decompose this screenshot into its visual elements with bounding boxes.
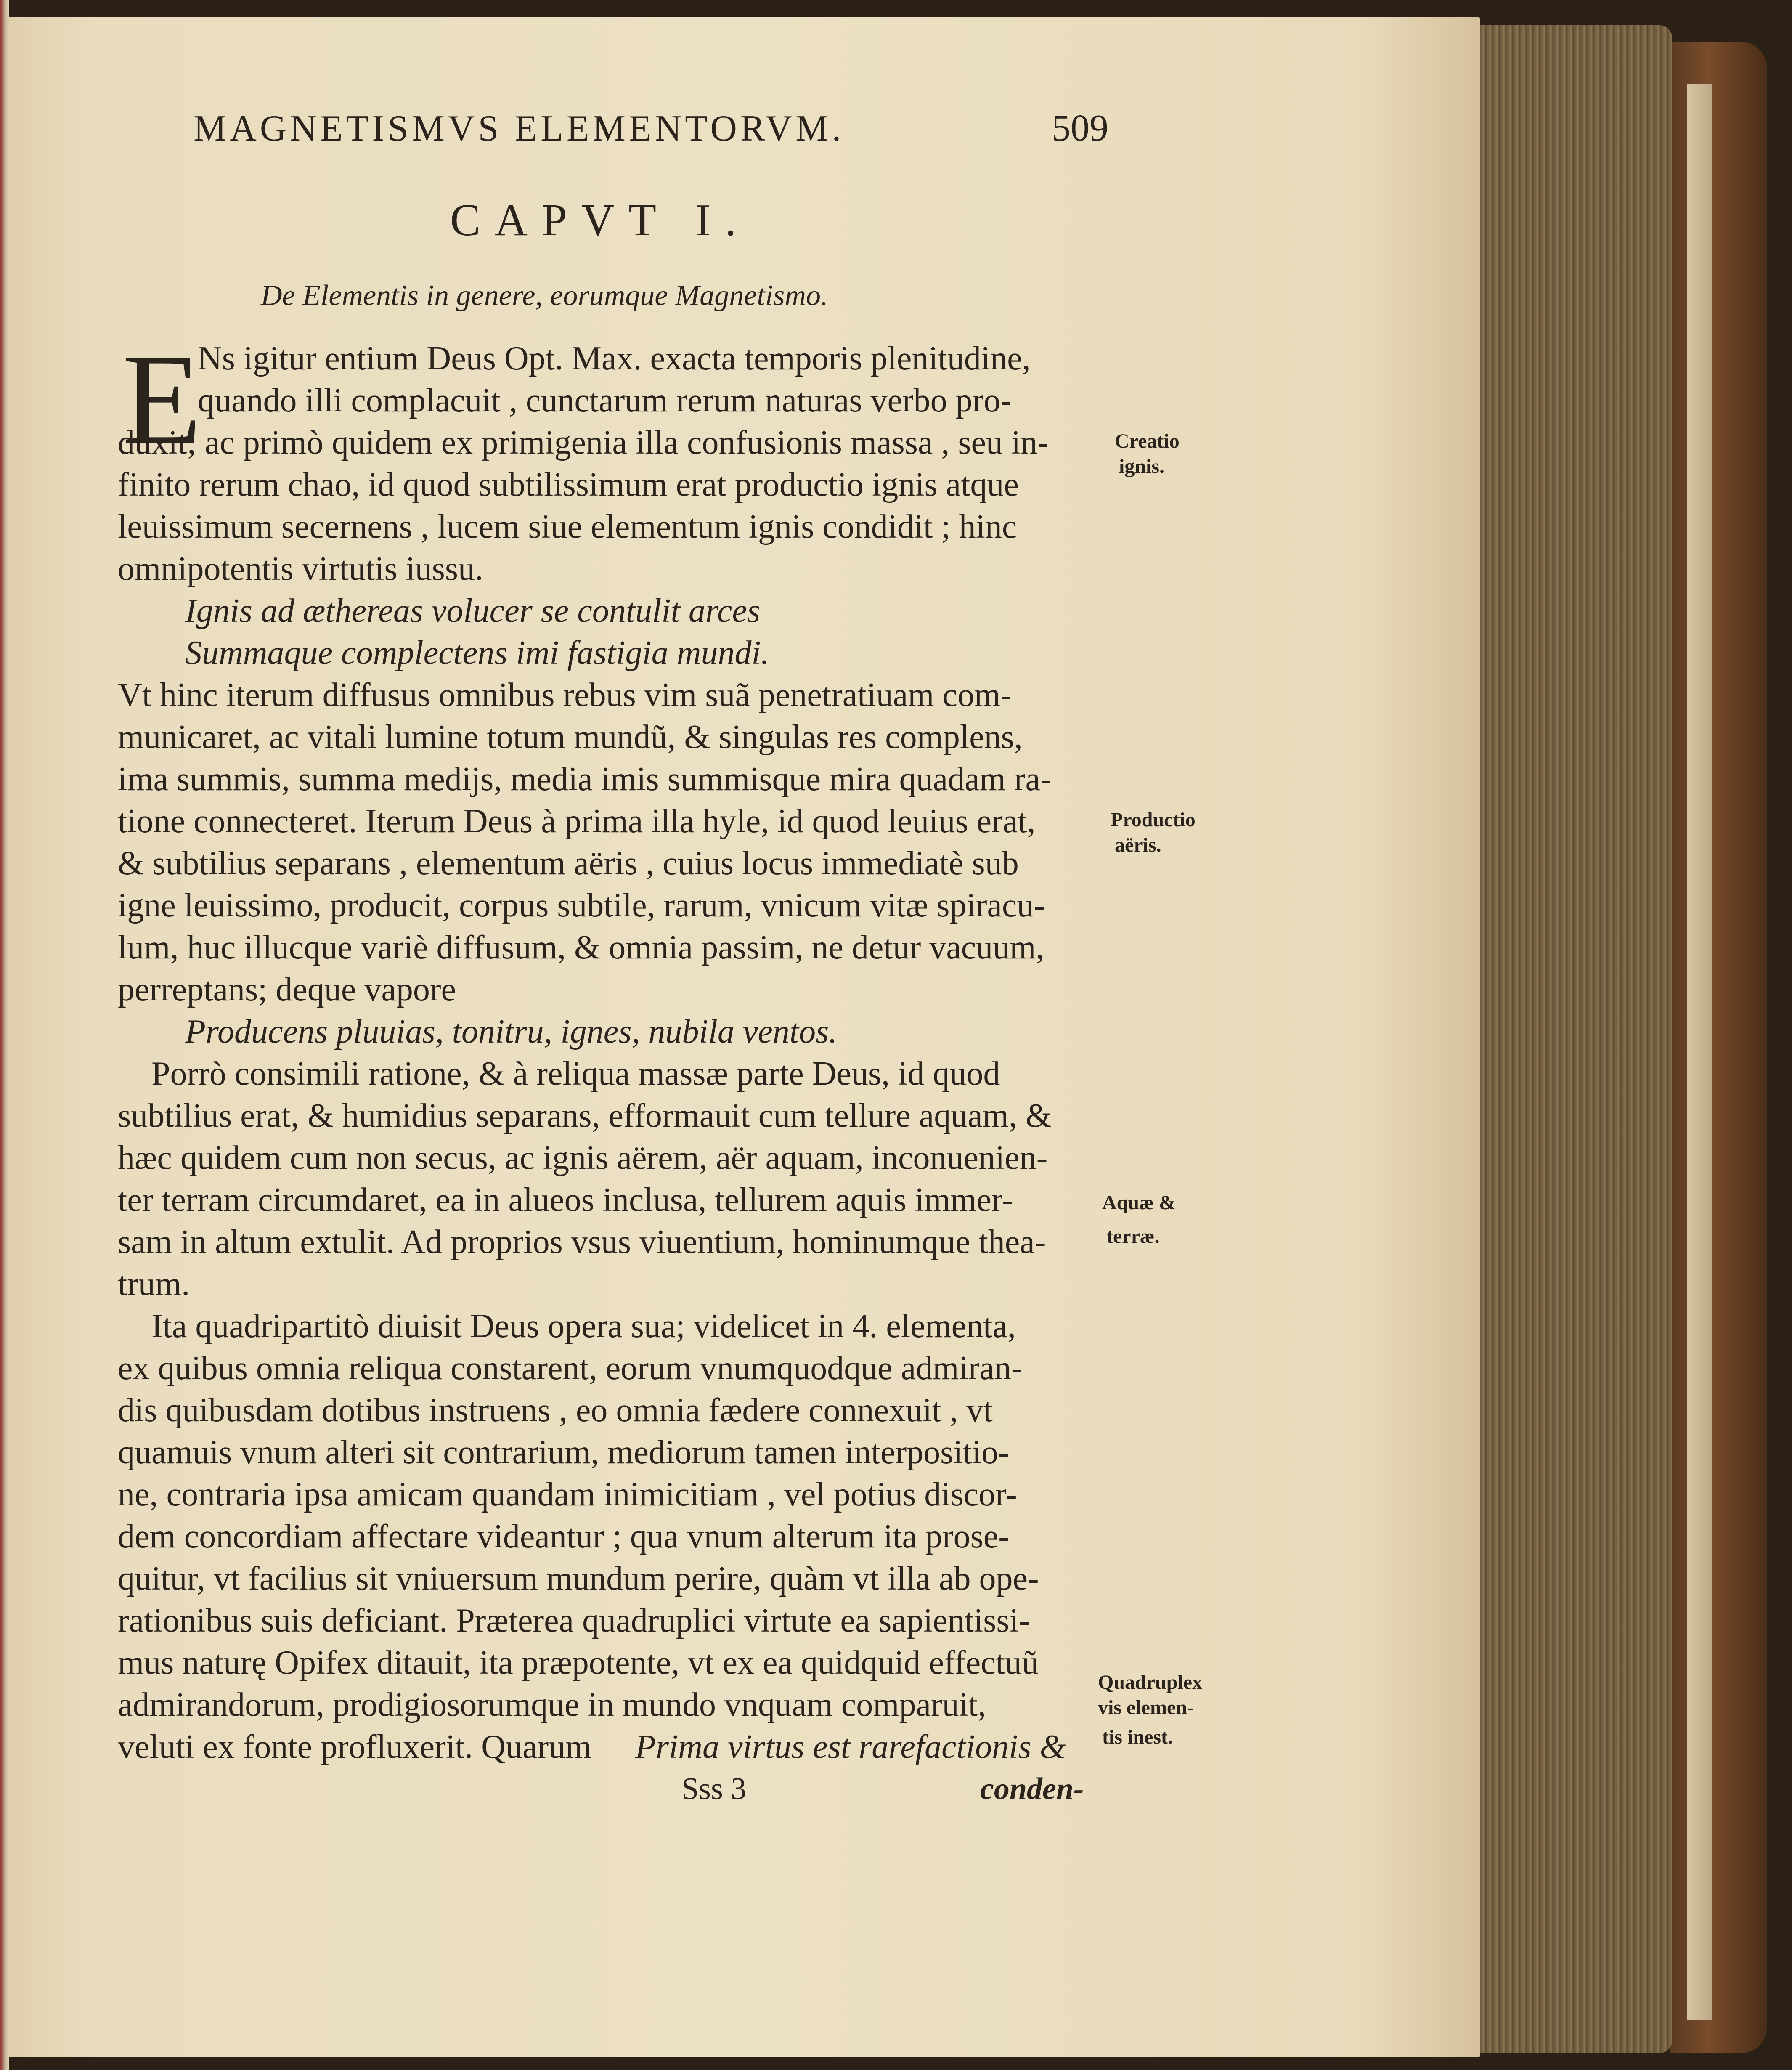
text-line: Vt hinc iterum diffusus omnibus rebus vim suã penetratiuam com- [118,677,1012,714]
text-line: rationibus suis deficiant. Præterea quadruplici virtute ea sapientissi- [118,1602,1030,1639]
text-line: quamuis vnum alteri sit contrarium, mediorum tamen interpositio- [118,1434,1010,1471]
margin-note: Quadruplex [1098,1671,1203,1693]
text-line: perreptans; deque vapore [118,971,456,1008]
text-line: Ita quadripartitò diuisit Deus opera sua; videlicet in 4. elementa, [151,1308,1016,1345]
text-line: ima summis, summa medijs, media imis summisque mira quadam ra- [118,761,1052,798]
drop-cap: E [122,327,202,472]
text-line: veluti ex fonte profluxerit. Quarum [118,1728,592,1765]
margin-note: Aquæ & [1102,1192,1176,1214]
text-line: Porrò consimili ratione, & à reliqua massæ parte Deus, id quod [151,1055,1000,1092]
text-line: ex quibus omnia reliqua constarent, eorum vnumquodque admiran- [118,1350,1023,1387]
text-line: duxit; ac primò quidem ex primigenia illa confusionis massa , seu in- [118,424,1049,461]
text-line: tione connecteret. Iterum Deus à prima illa hyle, id quod leuius erat, [118,803,1036,840]
running-head: MAGNETISMVS ELEMENTORVM. [194,108,845,149]
catchword: conden- [980,1772,1084,1806]
signature-mark: Sss 3 [681,1772,747,1806]
text-line: dem concordiam affectare videantur ; qua vnum alterum ita prose- [118,1518,1010,1555]
text-line: lum, huc illucque variè diffusum, & omnia passim, ne detur vacuum, [118,929,1044,966]
text-line: hæc quidem cum non secus, ac ignis aërem, aër aquam, inconuenien- [118,1139,1048,1176]
text-line: mus naturę Opifex ditauit, ita præpotente, vt ex ea quidquid effectuũ [118,1644,1039,1681]
margin-note: Creatio [1115,430,1180,452]
chapter-title: CAPVT I. [450,195,751,245]
text-line: ne, contraria ipsa amicam quandam inimicitiam , vel potius discor- [118,1476,1017,1513]
margin-note: tis inest. [1102,1726,1173,1748]
text-line: municaret, ac vitali lumine totum mundũ, & singulas res complens, [118,719,1023,756]
margin-note: aëris. [1115,834,1161,856]
page-fore-edge [1474,25,1672,2053]
text-line: ter terram circumdaret, ea in alueos inclusa, tellurem aquis immer- [118,1181,1013,1218]
text-line: dis quibusdam dotibus instruens , eo omnia fædere connexuit , vt [118,1392,993,1429]
margin-note: terræ. [1106,1225,1160,1247]
cover-inner-edge [1687,84,1712,2020]
text-line: quitur, vt facilius sit vniuersum mundum perire, quàm vt illa ab ope- [118,1560,1039,1597]
text-line: subtilius erat, & humidius separans, efformauit cum tellure aquam, & [118,1097,1052,1134]
page-number: 509 [1052,107,1108,149]
text-line: sam in altum extulit. Ad proprios vsus viuentium, hominumque thea- [118,1223,1046,1261]
verse-line: Summaque complectens imi fastigia mundi. [185,634,769,671]
margin-note: vis elemen- [1098,1696,1194,1719]
text-line: leuissimum secernens , lucem siue elementum ignis condidit ; hinc [118,508,1017,545]
verse-line: Producens pluuias, tonitru, ignes, nubila ventos. [185,1013,838,1050]
text-line: & subtilius separans , elementum aëris , cuius locus immediatè sub [118,845,1019,882]
text-line: omnipotentis virtutis iussu. [118,550,483,587]
text-line: Ns igitur entium Deus Opt. Max. exacta temporis plenitudine, [198,340,1031,377]
text-line: quando illi complacuit , cunctarum rerum naturas verbo pro- [198,382,1012,419]
chapter-subtitle: De Elementis in genere, eorumque Magnetismo. [261,279,828,312]
text-line: igne leuissimo, producit, corpus subtile, rarum, vnicum vitæ spiracu- [118,887,1045,924]
book-cover-board [1670,42,1767,2053]
margin-note: ignis. [1119,455,1165,478]
text-line: finito rerum chao, id quod subtilissimum erat productio ignis atque [118,466,1019,503]
margin-note: Productio [1111,809,1196,831]
verse-line: Ignis ad æthereas volucer se contulit arces [185,592,761,629]
text-line: trum. [118,1266,190,1303]
text-line-italic: Prima virtus est rarefactionis & [635,1728,1066,1765]
text-line: admirandorum, prodigiosorumque in mundo vnquam comparuit, [118,1686,986,1723]
